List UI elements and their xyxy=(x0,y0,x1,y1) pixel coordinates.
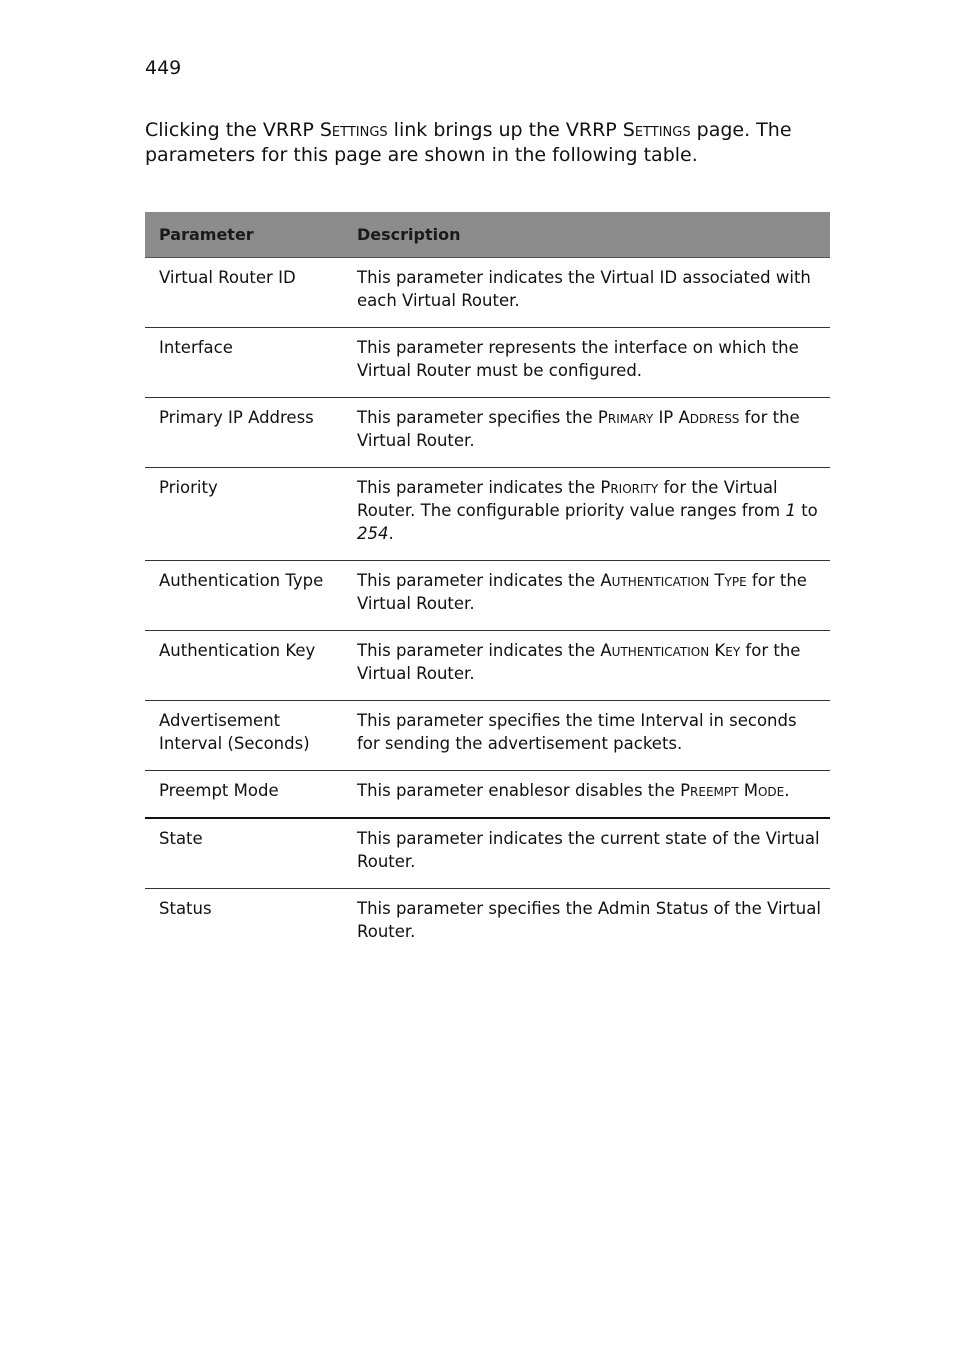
table-row xyxy=(145,889,830,959)
desc-priority: This parameter indicates the Priority for the Virtual Router. The configurable priority value ranges from 1 to 254. xyxy=(343,468,830,561)
param-interface: Interface xyxy=(145,328,343,398)
parameters-table xyxy=(145,212,830,958)
param-advertisement-interval: Advertisement Interval (Seconds) xyxy=(145,701,343,771)
intro-text-3: page. The parameters for this page are shown in the following table. xyxy=(145,119,792,166)
table-header-row xyxy=(145,212,830,258)
table-row xyxy=(145,258,830,328)
table-row xyxy=(145,701,830,771)
header-description: Description xyxy=(343,212,830,258)
param-status: Status xyxy=(159,899,212,918)
table-row xyxy=(145,818,830,889)
table-row xyxy=(145,328,830,398)
param-primary-ip-address: Primary IP Address xyxy=(145,398,343,468)
desc-interface: This parameter represents the interface on which the Virtual Router must be configured. xyxy=(343,328,830,398)
table-row xyxy=(145,631,830,701)
priority-min: 1 xyxy=(785,501,796,520)
table-row xyxy=(145,771,830,819)
param-preempt-mode: Preempt Mode xyxy=(145,771,343,819)
desc-authentication-type: This parameter indicates the Authentication Type for the Virtual Router. xyxy=(343,561,830,631)
param-priority: Priority xyxy=(145,468,343,561)
header-parameter: Parameter xyxy=(145,212,343,258)
desc-authentication-key: This parameter indicates the Authentication Key for the Virtual Router. xyxy=(343,631,830,701)
desc-virtual-router-id: This parameter indicates the Virtual ID associated with each Virtual Router. xyxy=(343,258,830,328)
desc-state: This parameter indicates the current state of the Virtual Router. xyxy=(343,818,830,889)
priority-max: 254 xyxy=(357,524,389,543)
table-row xyxy=(145,398,830,468)
table-row xyxy=(145,468,830,561)
desc-preempt-mode: This parameter enablesor disables the Preempt Mode. xyxy=(343,771,830,819)
intro-text-1: Clicking the VRRP xyxy=(145,119,320,141)
intro-text-2: link brings up the VRRP xyxy=(387,119,623,141)
desc-status: This parameter specifies the Admin Status of the Virtual Router. xyxy=(357,899,821,941)
param-authentication-key: Authentication Key xyxy=(145,631,343,701)
desc-advertisement-interval: This parameter specifies the time Interval in seconds for sending the advertisement packets. xyxy=(343,701,830,771)
intro-settings-link-name-1: Settings xyxy=(319,119,388,141)
intro-settings-link-name-2: Settings xyxy=(622,119,691,141)
desc-primary-ip-address: This parameter specifies the Primary IP Address for the Virtual Router. xyxy=(343,398,830,468)
param-virtual-router-id: Virtual Router ID xyxy=(145,258,343,328)
intro-paragraph xyxy=(145,118,835,168)
page-number: 449 xyxy=(145,57,182,79)
param-authentication-type: Authentication Type xyxy=(145,561,343,631)
table-row xyxy=(145,561,830,631)
param-state: State xyxy=(145,818,343,889)
